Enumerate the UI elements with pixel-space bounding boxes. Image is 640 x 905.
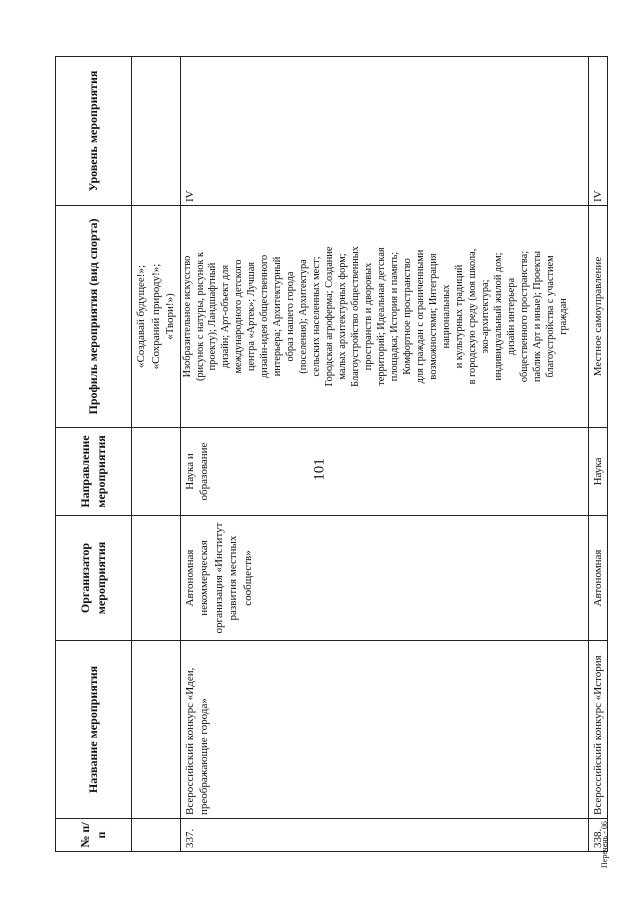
profile-line: и культурных традиций: [453, 264, 465, 369]
header-profile: Профиль мероприятия (вид спорта): [56, 206, 132, 428]
profile-line: дизайн интерьера: [505, 277, 517, 356]
cell-cont-level: [132, 57, 181, 206]
profile-line: «Создавай будущее!»;: [135, 264, 147, 369]
profile-line: Благоустройство общественных: [350, 246, 362, 387]
profile-line: дизайн; Арт-объект для: [220, 264, 232, 369]
cell-cont-number: [132, 819, 181, 852]
profile-line: эко-архитектура;: [479, 279, 491, 354]
table-row-338: [588, 57, 608, 852]
header-number: № п/п: [56, 819, 132, 852]
cell-337-name: Всероссийский конкурс «Идеи, преображающие города»: [180, 641, 588, 819]
cell-338-level: IV: [588, 57, 608, 206]
header-direction: Направление мероприятия: [56, 428, 132, 516]
cell-337-profile: [180, 206, 588, 428]
profile-line: паблик Арт и иные); Проекты: [531, 251, 543, 382]
profile-line: малых архитектурных форм;: [337, 253, 349, 380]
table-header-row: [56, 57, 132, 852]
profile-line: «Твори!»): [164, 293, 177, 340]
profile-line: сельских населенных мест;: [311, 256, 323, 377]
profile-line: (поселения); Архитектура: [298, 259, 310, 374]
profile-line: Изобразительное искусство: [181, 255, 193, 378]
cell-338-name: Всероссийский конкурс «История: [588, 641, 608, 819]
profile-line: Городская агроферма; Создание: [324, 246, 336, 387]
profile-line: индивидуальный жилой дом;: [492, 252, 504, 381]
profile-line: центра «Артек»; Лучшая: [246, 261, 258, 372]
cell-338-profile: Местное самоуправление: [588, 206, 608, 428]
profile-line: проекту); Ландшафтный: [207, 262, 219, 371]
profile-line: для граждан с ограниченными: [414, 249, 426, 384]
profile-line: площадка; История и память;: [389, 251, 401, 382]
cell-337-number: 337.: [180, 819, 588, 852]
profile-line: (рисунок с натуры, рисунок к: [194, 251, 206, 382]
profile-line: международного детского: [233, 259, 245, 374]
profile-line: национальных: [440, 284, 452, 349]
profile-line: территорий; Идеальная детская: [376, 247, 388, 386]
profile-line: в городскую среду (моя школа,: [466, 248, 478, 385]
rotated-table-container: [55, 57, 604, 852]
page-number: 101: [311, 458, 328, 481]
header-organizer: Организатор мероприятия: [56, 516, 132, 641]
cell-337-direction: Наука и образование: [180, 428, 588, 516]
profile-line: интерьера; Архитектурный: [272, 256, 284, 377]
table-row-continuation: [132, 57, 181, 852]
profile-line: образ нашего города: [285, 271, 297, 362]
header-level: Уровень мероприятия: [56, 57, 132, 206]
footer-code: Перечень - 06: [600, 821, 609, 868]
table-row-337: [180, 57, 588, 852]
profile-line: возможностями; Интеграция: [427, 253, 439, 380]
cell-cont-direction: [132, 428, 181, 516]
profile-line: «Сохраний природу!»;: [149, 263, 162, 370]
cell-338-organizer: Автономная: [588, 516, 608, 641]
header-name: Название мероприятия: [56, 641, 132, 819]
profile-line: общественного пространства;: [518, 250, 530, 383]
profile-line: дизайн-идея общественного: [259, 254, 271, 379]
cell-337-organizer: Автономная некоммерческая организация «Институт развития местных сообществ»: [180, 516, 588, 641]
profile-line: Комфортное пространство: [402, 258, 414, 375]
cell-cont-profile: [132, 206, 181, 428]
cell-cont-organizer: [132, 516, 181, 641]
cell-338-direction: Наука: [588, 428, 608, 516]
cell-338-number: 338.: [588, 819, 608, 852]
profile-line: граждан: [557, 298, 569, 335]
cell-337-level: IV: [180, 57, 588, 206]
profile-line: благоустройства с участием: [544, 255, 556, 378]
cell-cont-name: [132, 641, 181, 819]
events-table: [55, 56, 608, 852]
profile-line: пространств и дворовых: [363, 262, 375, 371]
